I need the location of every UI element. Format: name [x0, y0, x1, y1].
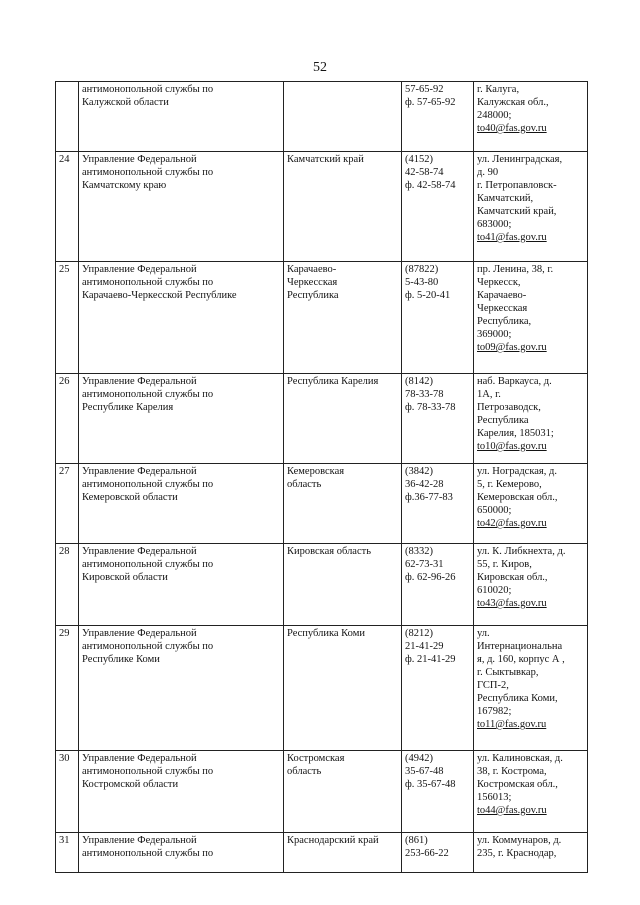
phone-line: 57-65-92: [405, 84, 444, 95]
phone-line: (4942): [405, 753, 433, 764]
postal-address: [474, 544, 588, 626]
address-line: я, д. 160, корпус А ,: [477, 654, 565, 665]
address-line: ул.: [477, 628, 490, 639]
address-line: 5, г. Кемерово,: [477, 479, 542, 490]
office-name-line: Республике Коми: [82, 654, 160, 665]
address-line: Кемеровская обл.,: [477, 492, 558, 503]
phone-line: (8142): [405, 376, 433, 387]
region-name: [284, 374, 402, 464]
address-line: г. Петропавловск-: [477, 180, 557, 191]
phone-numbers: [402, 82, 474, 152]
office-name-line: антимонопольной службы по: [82, 848, 214, 859]
address-line: ГСП-2,: [477, 680, 509, 691]
row-number: 29: [56, 626, 79, 751]
office-name: [79, 544, 284, 626]
phone-line: (4152): [405, 154, 433, 165]
postal-address: [474, 751, 588, 833]
region-name-line: Кемеровская: [287, 466, 345, 477]
region-name-line: область: [287, 479, 322, 490]
phone-line: ф.36-77-83: [405, 492, 453, 503]
address-line: Черкесск,: [477, 277, 521, 288]
office-name: [79, 626, 284, 751]
office-name-line: антимонопольной службы по: [82, 167, 214, 178]
phone-line: (8212): [405, 628, 433, 639]
phone-numbers: [402, 544, 474, 626]
region-name: [284, 626, 402, 751]
page-number: 52: [313, 60, 327, 75]
region-name: [284, 262, 402, 374]
office-name: [79, 374, 284, 464]
address-line: 610020;: [477, 585, 512, 596]
address-line: пр. Ленина, 38, г.: [477, 264, 554, 275]
office-name-line: Кировской области: [82, 572, 168, 583]
email-link[interactable]: to43@fas.gov.ru: [477, 598, 547, 609]
postal-address: [474, 374, 588, 464]
office-name-line: Управление Федеральной: [82, 376, 197, 387]
region-name: [284, 152, 402, 262]
region-name: [284, 82, 402, 152]
office-name-line: Калужской области: [82, 97, 169, 108]
phone-line: 5-43-80: [405, 277, 439, 288]
row-number: 24: [56, 152, 79, 262]
address-line: 650000;: [477, 505, 512, 516]
region-name-line: Камчатский край: [287, 154, 364, 165]
address-line: Кировская обл.,: [477, 572, 548, 583]
office-name-line: Управление Федеральной: [82, 753, 197, 764]
postal-address: [474, 262, 588, 374]
office-name-line: антимонопольной службы по: [82, 389, 214, 400]
table-row: [56, 262, 588, 374]
table-row: [56, 833, 588, 873]
phone-numbers: [402, 152, 474, 262]
phone-numbers: [402, 833, 474, 873]
email-link[interactable]: to44@fas.gov.ru: [477, 805, 547, 816]
address-line: Карачаево-: [477, 290, 527, 301]
phone-line: ф. 35-67-48: [405, 779, 456, 790]
fas-offices-table: [55, 81, 588, 873]
phone-line: ф. 21-41-29: [405, 654, 456, 665]
address-line: Камчатский край,: [477, 206, 557, 217]
phone-numbers: [402, 751, 474, 833]
office-name-line: Управление Федеральной: [82, 546, 197, 557]
address-line: 1А, г.: [477, 389, 501, 400]
phone-line: ф. 78-33-78: [405, 402, 456, 413]
region-name-line: Кировская область: [287, 546, 372, 557]
row-number: 26: [56, 374, 79, 464]
address-line: ул. К. Либкнехта, д.: [477, 546, 566, 557]
region-name: [284, 464, 402, 544]
phone-numbers: [402, 374, 474, 464]
office-name-line: антимонопольной службы по: [82, 641, 214, 652]
address-line: Калужская обл.,: [477, 97, 549, 108]
phone-line: ф. 42-58-74: [405, 180, 456, 191]
address-line: 156013;: [477, 792, 512, 803]
region-name: [284, 544, 402, 626]
email-link[interactable]: to42@fas.gov.ru: [477, 518, 547, 529]
phone-line: ф. 5-20-41: [405, 290, 451, 301]
phone-line: ф. 57-65-92: [405, 97, 456, 108]
row-number: [56, 82, 79, 152]
region-name-line: Костромская: [287, 753, 345, 764]
phone-line: (87822): [405, 264, 439, 275]
phone-line: 35-67-48: [405, 766, 444, 777]
address-line: 167982;: [477, 706, 512, 717]
address-line: Интернациональна: [477, 641, 563, 652]
phone-numbers: [402, 262, 474, 374]
address-line: ул. Калиновская, д.: [477, 753, 563, 764]
address-line: 248000;: [477, 110, 512, 121]
email-link[interactable]: to11@fas.gov.ru: [477, 719, 547, 730]
address-line: 55, г. Киров,: [477, 559, 532, 570]
row-number: 28: [56, 544, 79, 626]
address-line: д. 90: [477, 167, 499, 178]
region-name-line: Республика Коми: [287, 628, 365, 639]
region-name-line: Черкесская: [287, 277, 338, 288]
region-name-line: Краснодарский край: [287, 835, 379, 846]
address-line: Республика: [477, 415, 529, 426]
address-line: г. Сыктывкар,: [477, 667, 539, 678]
phone-line: 62-73-31: [405, 559, 444, 570]
region-name: [284, 751, 402, 833]
phone-line: (8332): [405, 546, 433, 557]
row-number: 30: [56, 751, 79, 833]
postal-address: [474, 833, 588, 873]
table-row: [56, 626, 588, 751]
phone-line: 78-33-78: [405, 389, 444, 400]
phone-numbers: [402, 626, 474, 751]
office-name: [79, 152, 284, 262]
table-row: [56, 374, 588, 464]
address-line: ул. Ноградская, д.: [477, 466, 557, 477]
office-name-line: Республике Карелия: [82, 402, 174, 413]
region-name-line: Карачаево-: [287, 264, 337, 275]
table-row: [56, 464, 588, 544]
address-line: Петрозаводск,: [477, 402, 541, 413]
office-name-line: антимонопольной службы по: [82, 479, 214, 490]
office-name-line: Управление Федеральной: [82, 154, 197, 165]
table-row: [56, 152, 588, 262]
office-name: [79, 833, 284, 873]
office-name-line: антимонопольной службы по: [82, 766, 214, 777]
region-name-line: область: [287, 766, 322, 777]
phone-line: (3842): [405, 466, 433, 477]
address-line: г. Калуга,: [477, 84, 520, 95]
office-name-line: антимонопольной службы по: [82, 559, 214, 570]
row-number: 31: [56, 833, 79, 873]
row-number: 27: [56, 464, 79, 544]
office-name: [79, 82, 284, 152]
address-line: 683000;: [477, 219, 512, 230]
address-line: Костромская обл.,: [477, 779, 558, 790]
email-link[interactable]: to09@fas.gov.ru: [477, 342, 547, 353]
row-number: 25: [56, 262, 79, 374]
address-line: Республика,: [477, 316, 532, 327]
phone-line: 21-41-29: [405, 641, 444, 652]
phone-line: ф. 62-96-26: [405, 572, 456, 583]
office-name-line: Управление Федеральной: [82, 466, 197, 477]
postal-address: [474, 626, 588, 751]
office-name-line: Кемеровской области: [82, 492, 178, 503]
address-line: Черкесская: [477, 303, 528, 314]
region-name: [284, 833, 402, 873]
email-link[interactable]: to40@fas.gov.ru: [477, 123, 547, 134]
phone-numbers: [402, 464, 474, 544]
region-name-line: Республика Карелия: [287, 376, 379, 387]
office-name-line: Управление Федеральной: [82, 628, 197, 639]
address-line: Карелия, 185031;: [477, 428, 554, 439]
postal-address: [474, 464, 588, 544]
office-name: [79, 751, 284, 833]
office-name-line: Управление Федеральной: [82, 264, 197, 275]
office-name-line: Костромской области: [82, 779, 179, 790]
phone-line: (861): [405, 835, 428, 846]
office-name: [79, 464, 284, 544]
address-line: ул. Ленинградская,: [477, 154, 563, 165]
address-line: ул. Коммунаров, д.: [477, 835, 562, 846]
address-line: 38, г. Кострома,: [477, 766, 547, 777]
region-name-line: Республика: [287, 290, 339, 301]
email-link[interactable]: to10@fas.gov.ru: [477, 441, 547, 452]
office-name-line: антимонопольной службы по: [82, 277, 214, 288]
email-link[interactable]: to41@fas.gov.ru: [477, 232, 547, 243]
address-line: 235, г. Краснодар,: [477, 848, 557, 859]
address-line: наб. Варкауса, д.: [477, 376, 552, 387]
phone-line: 42-58-74: [405, 167, 444, 178]
table-row: [56, 82, 588, 152]
office-name: [79, 262, 284, 374]
office-name-line: антимонопольной службы по: [82, 84, 214, 95]
office-name-line: Карачаево-Черкесской Республике: [82, 290, 237, 301]
phone-line: 253-66-22: [405, 848, 449, 859]
phone-line: 36-42-28: [405, 479, 444, 490]
address-line: Камчатский,: [477, 193, 534, 204]
table-row: [56, 751, 588, 833]
postal-address: [474, 152, 588, 262]
office-name-line: Управление Федеральной: [82, 835, 197, 846]
postal-address: [474, 82, 588, 152]
address-line: Республика Коми,: [477, 693, 558, 704]
office-name-line: Камчатскому краю: [82, 180, 167, 191]
address-line: 369000;: [477, 329, 512, 340]
table-row: [56, 544, 588, 626]
